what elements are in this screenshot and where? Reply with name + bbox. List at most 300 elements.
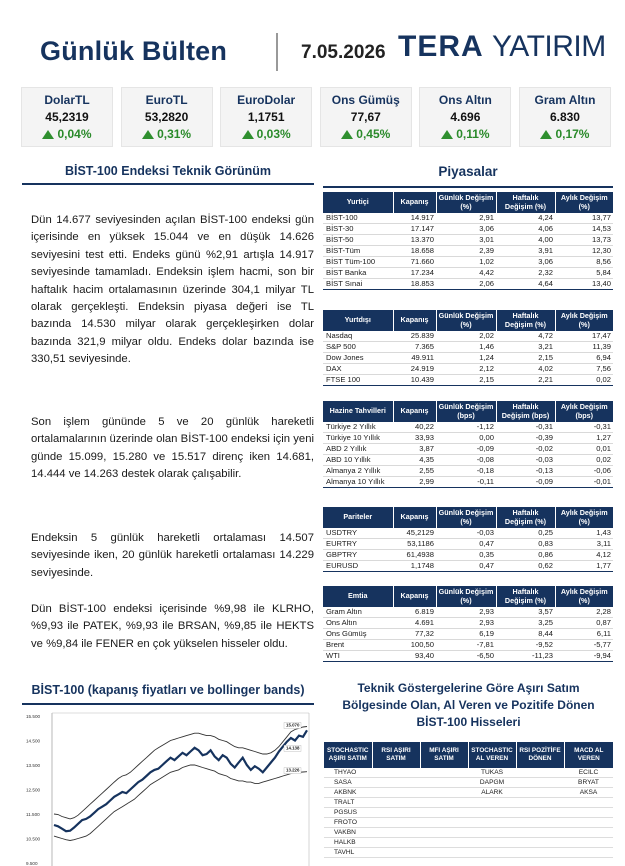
up-triangle-icon	[441, 130, 453, 139]
table-cell: -0,39	[496, 433, 555, 444]
table-cell: DAPGM	[468, 778, 516, 788]
table-cell: 17.147	[393, 224, 436, 235]
ticker-name: Ons Altın	[438, 93, 492, 107]
page-title: Günlük Bülten	[40, 36, 228, 66]
logo-light: YATIRIM	[492, 30, 606, 63]
table-cell: -5,77	[555, 640, 613, 651]
column-header: Aylık Değişim (%)	[555, 192, 613, 213]
table-cell: 3,57	[496, 607, 555, 618]
up-triangle-icon	[341, 130, 353, 139]
table-cell	[372, 798, 420, 808]
table-cell: 6,11	[555, 629, 613, 640]
table-cell	[420, 778, 468, 788]
table-cell: 4,42	[436, 268, 496, 279]
table-cell: 1,02	[436, 257, 496, 268]
table-cell: 0,47	[436, 539, 496, 550]
table-cell	[420, 798, 468, 808]
table-cell: ABD 10 Yıllık	[323, 455, 393, 466]
table-cell: 0,35	[436, 550, 496, 561]
table-cell: 6,19	[436, 629, 496, 640]
table-cell: 4,35	[393, 455, 436, 466]
up-triangle-icon	[540, 130, 552, 139]
market-table-fx	[323, 507, 613, 572]
table-cell: SASA	[324, 778, 372, 788]
column-header: STOCHASTIC AŞIRI SATIM	[324, 742, 372, 768]
tera-logo	[398, 30, 606, 64]
table-row	[323, 257, 613, 268]
table-cell: 93,40	[393, 651, 436, 662]
table-cell: 2,32	[496, 268, 555, 279]
table-cell: 1,1748	[393, 561, 436, 572]
table-cell: 49.911	[393, 353, 436, 364]
column-header: Aylık Değişim (bps)	[555, 401, 613, 422]
table-cell	[468, 848, 516, 858]
table-row	[324, 828, 613, 838]
table-cell: 3,11	[555, 539, 613, 550]
table-row	[323, 342, 613, 353]
table-cell: AKBNK	[324, 788, 372, 798]
table-cell: Ons Altın	[323, 618, 393, 629]
table-cell: 0,86	[496, 550, 555, 561]
annotation-label	[284, 723, 301, 729]
ticker-change-text: 0,04%	[57, 127, 92, 141]
table-row	[324, 798, 613, 808]
table-cell: -1,12	[436, 422, 496, 433]
column-header: Aylık Değişim (%)	[555, 507, 613, 528]
ticker-card	[220, 87, 312, 147]
table-cell	[516, 798, 564, 808]
table-cell: -0,31	[496, 422, 555, 433]
ticker-value: 6.830	[549, 110, 580, 124]
indicators-heading: Teknik Göstergelerine Göre Aşırı Satım Bölgesinde Olan, Al Veren ve Pozitife Dönen BİST-100 Hisseleri	[342, 681, 595, 729]
table-cell: 0,87	[555, 618, 613, 629]
table-cell: 13,40	[555, 279, 613, 290]
logo-bold: TERA	[398, 30, 484, 63]
column-header: Günlük Değişim (%)	[436, 507, 496, 528]
table-cell: -0,13	[496, 466, 555, 477]
table-cell	[516, 818, 564, 828]
table-cell: 8,44	[496, 629, 555, 640]
table-cell: 10.439	[393, 375, 436, 386]
svg-text:14.138: 14.138	[286, 745, 300, 751]
table-cell: 2,21	[496, 375, 555, 386]
market-table-domestic	[323, 192, 613, 290]
table-cell: 2,39	[436, 246, 496, 257]
ticker-card	[320, 87, 412, 147]
indicators-table	[324, 742, 613, 858]
column-header: RSI POZİTİFE DÖNEN	[516, 742, 564, 768]
y-tick-label: 15.500	[26, 714, 41, 719]
table-cell: 7,56	[555, 364, 613, 375]
table-cell: 14,53	[555, 224, 613, 235]
table-cell: 2,15	[496, 353, 555, 364]
table-cell: 17,47	[555, 331, 613, 342]
table-row	[323, 651, 613, 662]
markets-heading: Piyasalar	[438, 164, 498, 179]
table-cell: ALARK	[468, 788, 516, 798]
column-header: RSI AŞIRI SATIM	[372, 742, 420, 768]
ticker-cards	[21, 87, 611, 147]
table-cell: 2,99	[393, 477, 436, 488]
table-cell: Türkiye 2 Yıllık	[323, 422, 393, 433]
table-cell: Gram Altın	[323, 607, 393, 618]
table-cell: Dow Jones	[323, 353, 393, 364]
table-row	[323, 550, 613, 561]
table-cell: -9,52	[496, 640, 555, 651]
table-row	[323, 224, 613, 235]
table-cell: 4,64	[496, 279, 555, 290]
column-header: Haftalık Değişim (%)	[496, 586, 555, 607]
table-cell: 8,56	[555, 257, 613, 268]
column-header: Kapanış	[393, 310, 436, 331]
table-cell: 2,15	[436, 375, 496, 386]
table-cell: THYAO	[324, 768, 372, 778]
table-cell: 0,83	[496, 539, 555, 550]
table-cell: TRALT	[324, 798, 372, 808]
annotation-label	[284, 768, 301, 774]
column-header: Günlük Değişim (%)	[436, 192, 496, 213]
table-cell	[420, 838, 468, 848]
table-cell: 24.919	[393, 364, 436, 375]
table-cell: 4,12	[555, 550, 613, 561]
table-cell	[372, 788, 420, 798]
table-cell	[516, 768, 564, 778]
svg-text:15.070: 15.070	[286, 722, 300, 728]
svg-text:13.226: 13.226	[286, 767, 300, 773]
y-tick-label: 14.500	[26, 738, 41, 744]
column-header: Günlük Değişim (bps)	[436, 401, 496, 422]
ticker-change	[321, 127, 411, 141]
ticker-change-text: 0,11%	[456, 127, 490, 141]
ticker-value: 77,67	[350, 110, 381, 124]
table-row	[324, 768, 613, 778]
table-cell: Türkiye 10 Yıllık	[323, 433, 393, 444]
table-row	[324, 808, 613, 818]
table-row	[323, 331, 613, 342]
table-cell: -7,81	[436, 640, 496, 651]
table-cell: -0,31	[555, 422, 613, 433]
table-cell: Brent	[323, 640, 393, 651]
table-cell: 17.234	[393, 268, 436, 279]
table-cell: 3,87	[393, 444, 436, 455]
column-header: Günlük Değişim (%)	[436, 586, 496, 607]
table-row	[323, 618, 613, 629]
table-row	[324, 838, 613, 848]
table-cell: 25.839	[393, 331, 436, 342]
y-tick-labels	[26, 714, 40, 866]
up-triangle-icon	[142, 130, 154, 139]
table-cell: -0,11	[436, 477, 496, 488]
table-row	[323, 444, 613, 455]
table-cell	[564, 848, 613, 858]
table-cell: 77,32	[393, 629, 436, 640]
table-cell: 2,91	[436, 213, 496, 224]
ticker-change-text: 0,45%	[356, 127, 391, 141]
table-cell: FTSE 100	[323, 375, 393, 386]
table-cell: BİST-Tüm	[323, 246, 393, 257]
table-row	[323, 477, 613, 488]
section-divider	[22, 183, 314, 185]
section-divider	[22, 703, 314, 705]
table-cell	[372, 768, 420, 778]
column-header: Emtia	[323, 586, 393, 607]
header	[0, 0, 625, 88]
table-cell: FROTO	[324, 818, 372, 828]
table-cell: 61,4938	[393, 550, 436, 561]
table-cell: 6,94	[555, 353, 613, 364]
table-cell	[564, 808, 613, 818]
table-cell: 0,62	[496, 561, 555, 572]
table-cell: BRYAT	[564, 778, 613, 788]
column-header: MFI AŞIRI SATIM	[420, 742, 468, 768]
close-series-line	[54, 730, 307, 831]
column-header: Haftalık Değişim (bps)	[496, 401, 555, 422]
table-cell	[468, 818, 516, 828]
column-header: MACD AL VEREN	[564, 742, 613, 768]
table-cell: 0,47	[436, 561, 496, 572]
table-cell: 18.658	[393, 246, 436, 257]
table-cell	[420, 848, 468, 858]
column-header: Haftalık Değişim (%)	[496, 192, 555, 213]
ticker-change-text: 0,31%	[157, 127, 192, 141]
table-cell: S&P 500	[323, 342, 393, 353]
y-tick-label: 11.500	[26, 812, 40, 817]
table-cell	[516, 808, 564, 818]
table-row	[323, 561, 613, 572]
ticker-card	[21, 87, 113, 147]
table-cell: -0,18	[436, 466, 496, 477]
table-cell: 2,28	[555, 607, 613, 618]
ticker-value: 53,2820	[144, 110, 189, 124]
table-cell	[420, 768, 468, 778]
ticker-card	[419, 87, 511, 147]
table-row	[323, 629, 613, 640]
table-row	[323, 640, 613, 651]
table-cell	[516, 788, 564, 798]
column-header: STOCHASTIC AL VEREN	[468, 742, 516, 768]
table-cell: AKSA	[564, 788, 613, 798]
table-cell	[420, 788, 468, 798]
table-cell: 1,77	[555, 561, 613, 572]
table-cell: -0,08	[436, 455, 496, 466]
column-header: Kapanış	[393, 401, 436, 422]
table-cell: BİST Banka	[323, 268, 393, 279]
table-cell: 0,02	[555, 455, 613, 466]
table-cell	[420, 828, 468, 838]
table-cell: 3,06	[496, 257, 555, 268]
table-cell: 4,00	[496, 235, 555, 246]
table-cell: -9,94	[555, 651, 613, 662]
column-header: Yurtdışı	[323, 310, 393, 331]
table-cell	[516, 828, 564, 838]
table-cell: 4,24	[496, 213, 555, 224]
table-cell: -11,23	[496, 651, 555, 662]
table-cell: 4,72	[496, 331, 555, 342]
annotation-labels	[284, 723, 301, 774]
table-cell	[564, 828, 613, 838]
table-cell	[372, 808, 420, 818]
bulletin-date: 7.05.2026	[301, 42, 386, 63]
technical-heading: BİST-100 Endeksi Teknik Görünüm	[64, 164, 272, 178]
table-cell: 45,2129	[393, 528, 436, 539]
table-row	[323, 539, 613, 550]
column-header: Yurtiçi	[323, 192, 393, 213]
table-row	[323, 268, 613, 279]
table-cell: Ons Gümüş	[323, 629, 393, 640]
table-cell: -0,01	[555, 477, 613, 488]
ticker-value: 4.696	[450, 110, 481, 124]
table-row	[323, 246, 613, 257]
table-cell: 2,02	[436, 331, 496, 342]
table-cell: 71.660	[393, 257, 436, 268]
table-cell: EURUSD	[323, 561, 393, 572]
table-cell	[516, 848, 564, 858]
column-header: Aylık Değişim (%)	[555, 310, 613, 331]
ticker-change-text: 0,17%	[555, 127, 590, 141]
table-row	[323, 213, 613, 224]
table-cell: 3,25	[496, 618, 555, 629]
column-header: Aylık Değişim (%)	[555, 586, 613, 607]
table-cell: Almanya 10 Yıllık	[323, 477, 393, 488]
column-header: Hazine Tahvilleri	[323, 401, 393, 422]
table-cell	[372, 838, 420, 848]
table-cell	[372, 818, 420, 828]
table-cell: 1,43	[555, 528, 613, 539]
table-cell: -0,09	[436, 444, 496, 455]
paragraph: Dün 14.677 seviyesinden açılan BİST-100 endeksi gün içerisinde en yüksek 15.044 ve en düşük 14.626 seviyesini test etti. Endeks günü %2,91 artışla 14.917 seviyesinde tamamladı. Endeksin işlem hacmi, son bir haftalık hacim ortalamasının üzerinde 304,1 milyar TL olarak gerçekleşti. Endeksin piyasa değeri ise TL bazında 14.530 milyar olarak gerçekleşirken dolar bazında 321,9 milyar oldu. Endeks dolar bazında ise 330,51 seviyesinde.	[31, 214, 314, 366]
column-header: Kapanış	[393, 192, 436, 213]
table-row	[323, 466, 613, 477]
table-row	[323, 364, 613, 375]
table-cell	[372, 828, 420, 838]
table-row	[323, 422, 613, 433]
ticker-value: 1,1751	[247, 110, 285, 124]
table-cell: PGSUS	[324, 808, 372, 818]
table-cell: -0,09	[496, 477, 555, 488]
table-cell: DAX	[323, 364, 393, 375]
column-header: Haftalık Değişim (%)	[496, 310, 555, 331]
table-cell: BİST-50	[323, 235, 393, 246]
table-cell: 4,06	[496, 224, 555, 235]
ticker-name: Ons Gümüş	[331, 93, 400, 107]
table-cell	[468, 838, 516, 848]
table-cell: Nasdaq	[323, 331, 393, 342]
table-cell: 3,01	[436, 235, 496, 246]
ticker-change	[122, 127, 212, 141]
table-cell: BİST Sınai	[323, 279, 393, 290]
ticker-change-text: 0,03%	[256, 127, 291, 141]
table-cell: 13,77	[555, 213, 613, 224]
market-table-commodities	[323, 586, 613, 662]
column-header: Haftalık Değişim (%)	[496, 507, 555, 528]
table-cell: ABD 2 Yıllık	[323, 444, 393, 455]
table-cell: 0,00	[436, 433, 496, 444]
table-cell: Almanya 2 Yıllık	[323, 466, 393, 477]
table-cell: -6,50	[436, 651, 496, 662]
table-row	[324, 778, 613, 788]
annotation-label	[284, 745, 301, 751]
column-header: Pariteler	[323, 507, 393, 528]
table-cell: 6.819	[393, 607, 436, 618]
table-row	[323, 528, 613, 539]
table-row	[324, 788, 613, 798]
table-cell	[564, 798, 613, 808]
table-cell: 0,25	[496, 528, 555, 539]
table-cell: 1,24	[436, 353, 496, 364]
table-cell	[420, 808, 468, 818]
table-cell: 3,06	[436, 224, 496, 235]
ticker-name: Gram Altın	[534, 93, 596, 107]
table-cell: HALKB	[324, 838, 372, 848]
y-tick-label: 12.500	[26, 787, 41, 793]
table-cell: 2,55	[393, 466, 436, 477]
table-cell	[372, 848, 420, 858]
table-row	[323, 433, 613, 444]
table-cell: ECILC	[564, 768, 613, 778]
table-cell: 33,93	[393, 433, 436, 444]
table-cell: 7.365	[393, 342, 436, 353]
table-cell	[468, 828, 516, 838]
table-cell: EURTRY	[323, 539, 393, 550]
table-cell: 18.853	[393, 279, 436, 290]
table-cell: 2,12	[436, 364, 496, 375]
ticker-card	[519, 87, 611, 147]
table-cell: -0,06	[555, 466, 613, 477]
table-cell: 2,93	[436, 607, 496, 618]
table-cell	[564, 838, 613, 848]
ticker-change	[22, 127, 112, 141]
table-cell: 12,30	[555, 246, 613, 257]
ticker-change	[221, 127, 311, 141]
table-cell: 14.917	[393, 213, 436, 224]
column-header: Kapanış	[393, 507, 436, 528]
section-divider	[323, 186, 613, 188]
table-cell: USDTRY	[323, 528, 393, 539]
table-cell	[420, 818, 468, 828]
table-cell	[372, 778, 420, 788]
table-cell: 40,22	[393, 422, 436, 433]
table-cell: VAKBN	[324, 828, 372, 838]
table-cell: BİST Tüm-100	[323, 257, 393, 268]
paragraph: Endeksin 5 günlük hareketli ortalaması 14.507 seviyesinde iken, 20 günlük hareketli ortalaması 14.229 seviyesinde.	[31, 532, 314, 579]
table-cell: 0,01	[555, 444, 613, 455]
up-triangle-icon	[242, 130, 254, 139]
table-row	[324, 848, 613, 858]
table-cell: 1,27	[555, 433, 613, 444]
table-cell	[468, 808, 516, 818]
table-cell: 4,02	[496, 364, 555, 375]
table-cell: TAVHL	[324, 848, 372, 858]
table-cell	[516, 838, 564, 848]
table-cell: 1,46	[436, 342, 496, 353]
y-tick-label: 9.500	[26, 861, 38, 866]
ticker-name: DolarTL	[44, 93, 90, 107]
table-cell: 53,1186	[393, 539, 436, 550]
ticker-card	[121, 87, 213, 147]
table-cell: TUKAS	[468, 768, 516, 778]
table-cell: 2,06	[436, 279, 496, 290]
paragraph: Dün BİST-100 endeksi içerisinde %9,98 ile KLRHO, %9,93 ile PATEK, %9,93 ile BRSAN, %9,85 ile HEKTS ve %9,84 ile FENER en çok yükselen hisseler oldu.	[31, 603, 314, 650]
table-cell	[468, 798, 516, 808]
table-cell: -0,03	[496, 455, 555, 466]
table-cell: -0,02	[496, 444, 555, 455]
ticker-name: EuroDolar	[237, 93, 296, 107]
table-cell: 3,21	[496, 342, 555, 353]
table-cell: GBPTRY	[323, 550, 393, 561]
table-row	[323, 235, 613, 246]
series-lines	[54, 727, 307, 841]
table-row	[324, 818, 613, 828]
